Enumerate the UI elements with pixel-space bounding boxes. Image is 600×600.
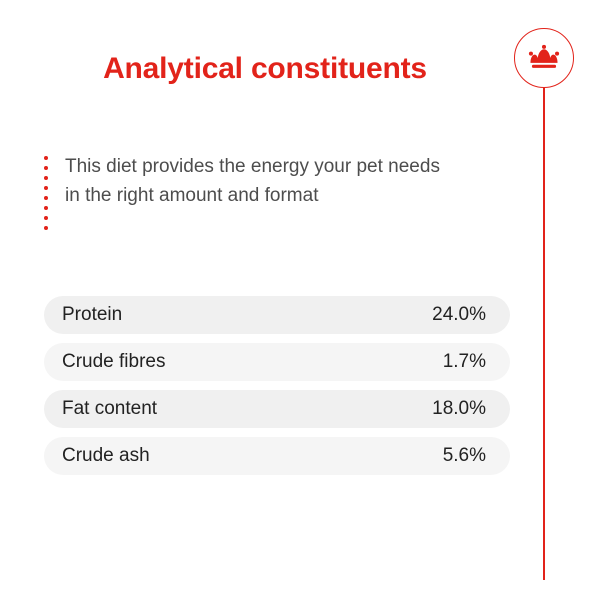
intro-block (44, 152, 504, 211)
constituent-label: Crude fibres (62, 351, 166, 372)
constituent-value: 24.0% (432, 304, 486, 325)
intro-line-1: This diet provides the energy your pet needs (65, 156, 440, 177)
list-item (44, 296, 510, 334)
constituent-value: 18.0% (432, 398, 486, 419)
constituent-label: Protein (62, 304, 123, 325)
constituent-value: 5.6% (442, 445, 486, 466)
intro-line-2: in the right amount and format (65, 185, 319, 207)
vertical-accent-line (543, 88, 545, 580)
intro-text (65, 152, 504, 211)
constituents-list (44, 296, 510, 484)
constituent-label: Crude ash (62, 445, 150, 466)
list-item (44, 343, 510, 381)
constituent-label: Fat content (62, 398, 158, 419)
constituent-value: 1.7% (442, 351, 486, 372)
page-title: Analytical constituents (103, 52, 427, 85)
list-item (44, 437, 510, 475)
list-item (44, 390, 510, 428)
dotted-marker-icon (44, 156, 48, 234)
